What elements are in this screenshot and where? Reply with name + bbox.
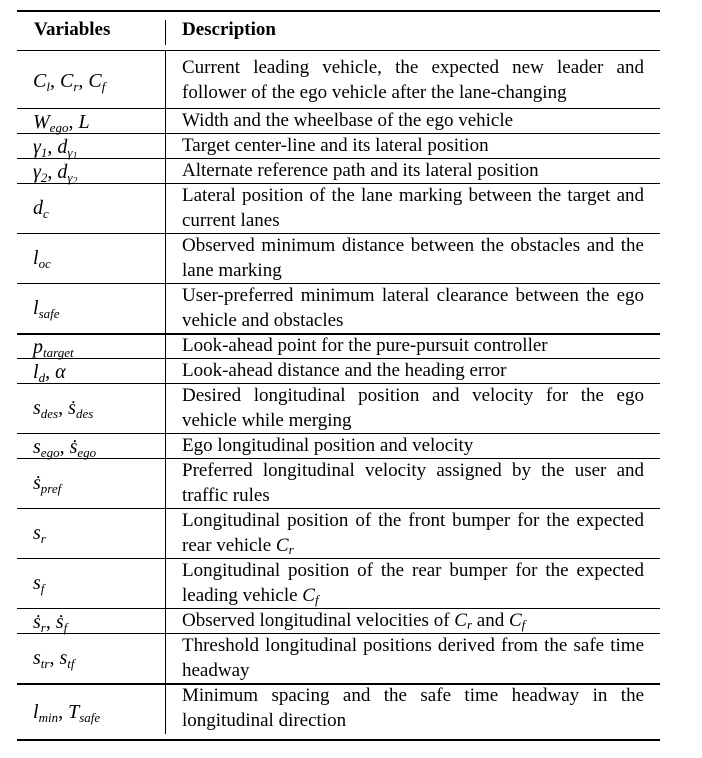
description-text: Observed longitudinal velocities of (182, 610, 450, 631)
table-row (17, 183, 660, 233)
variable-cell: $W_{ego}$, L (33, 111, 90, 135)
description-text: Longitudinal position of the rear bumper for the expected leading vehicle (182, 560, 644, 606)
description-text: and (476, 610, 505, 631)
variable-cell: $s_{tr}$, $s_{tf}$ (33, 647, 75, 671)
header-description: Description (182, 19, 276, 40)
table-row (17, 108, 660, 133)
table-row (17, 358, 660, 383)
header-column-separator (165, 20, 166, 45)
description-cell: Look-ahead distance and the heading error (182, 360, 507, 381)
description-text: Longitudinal position of the front bumper for the expected rear vehicle (182, 510, 644, 556)
description-cell: User-preferred minimum lateral clearance between the ego vehicle and obstacles (182, 285, 644, 331)
table-bottom-rule (17, 739, 660, 741)
table-header (17, 10, 660, 50)
variable-cell: $s_{des}$, ṡ$_{des}$ (33, 397, 94, 421)
table-row (17, 233, 660, 283)
variable-cell: $s_r$ (33, 522, 46, 546)
table-row (17, 50, 660, 108)
variable-cell: $d_c$ (33, 197, 49, 221)
description-cell: Alternate reference path and its lateral position (182, 160, 539, 181)
table-row (17, 433, 660, 458)
description-cell: Lateral position of the lane marking between the target and current lanes (182, 185, 644, 231)
description-cell (182, 558, 644, 612)
variable-cell: $l_d$, α (33, 361, 66, 385)
description-cell: Preferred longitudinal velocity assigned by the user and traffic rules (182, 460, 644, 506)
table-row (17, 283, 660, 333)
variable-cell: $l_{oc}$ (33, 247, 51, 271)
table-row (17, 458, 660, 508)
variable-cell: $l_{min}$, $T_{safe}$ (33, 701, 101, 725)
description-cell: Observed minimum distance between the obstacles and the lane marking (182, 235, 644, 281)
variable-cell: $s_{ego}$, ṡ$_{ego}$ (33, 436, 97, 460)
math-symbol: $C_r$ (454, 610, 473, 632)
table-row (17, 558, 660, 608)
description-cell: Minimum spacing and the safe time headway in the longitudinal direction (182, 685, 644, 731)
description-cell: Target center-line and its lateral position (182, 135, 489, 156)
table-row (17, 608, 660, 633)
math-symbol: $C_f$ (508, 610, 526, 632)
variable-cell: ṡ$_r$, ṡ$_f$ (33, 611, 68, 635)
table-row (17, 508, 660, 558)
variable-cell: $s_f$ (33, 572, 45, 596)
header-variables: Variables (34, 19, 111, 40)
variable-cell: $p_{target}$ (33, 336, 74, 360)
variable-cell: $C_l$, $C_r$, $C_f$ (33, 70, 106, 94)
variable-cell: $l_{safe}$ (33, 297, 60, 321)
variable-cell: $\gamma_2$, $d_{\gamma_2}$ (33, 161, 78, 187)
variable-cell: $\gamma_1$, $d_{\gamma_1}$ (33, 136, 78, 162)
table-row (17, 383, 660, 433)
table-row (17, 633, 660, 683)
description-cell: Threshold longitudinal positions derived from the safe time headway (182, 635, 644, 681)
table-row (17, 333, 660, 358)
math-symbol: $C_f$ (302, 585, 319, 607)
description-cell: Desired longitudinal position and velocity for the ego vehicle while merging (182, 385, 644, 431)
math-symbol: $C_r$ (275, 535, 294, 557)
description-cell: Look-ahead point for the pure-pursuit controller (182, 335, 548, 356)
table-row (17, 158, 660, 187)
table-row (17, 683, 660, 739)
description-cell: Ego longitudinal position and velocity (182, 435, 474, 456)
description-cell: Width and the wheelbase of the ego vehicle (182, 110, 514, 131)
description-cell: Current leading vehicle, the expected new leader and follower of the ego vehicle after the lane-changing (182, 57, 644, 103)
description-cell (182, 508, 644, 562)
variable-cell: ṡ$_{pref}$ (33, 472, 62, 496)
table-row (17, 133, 660, 162)
